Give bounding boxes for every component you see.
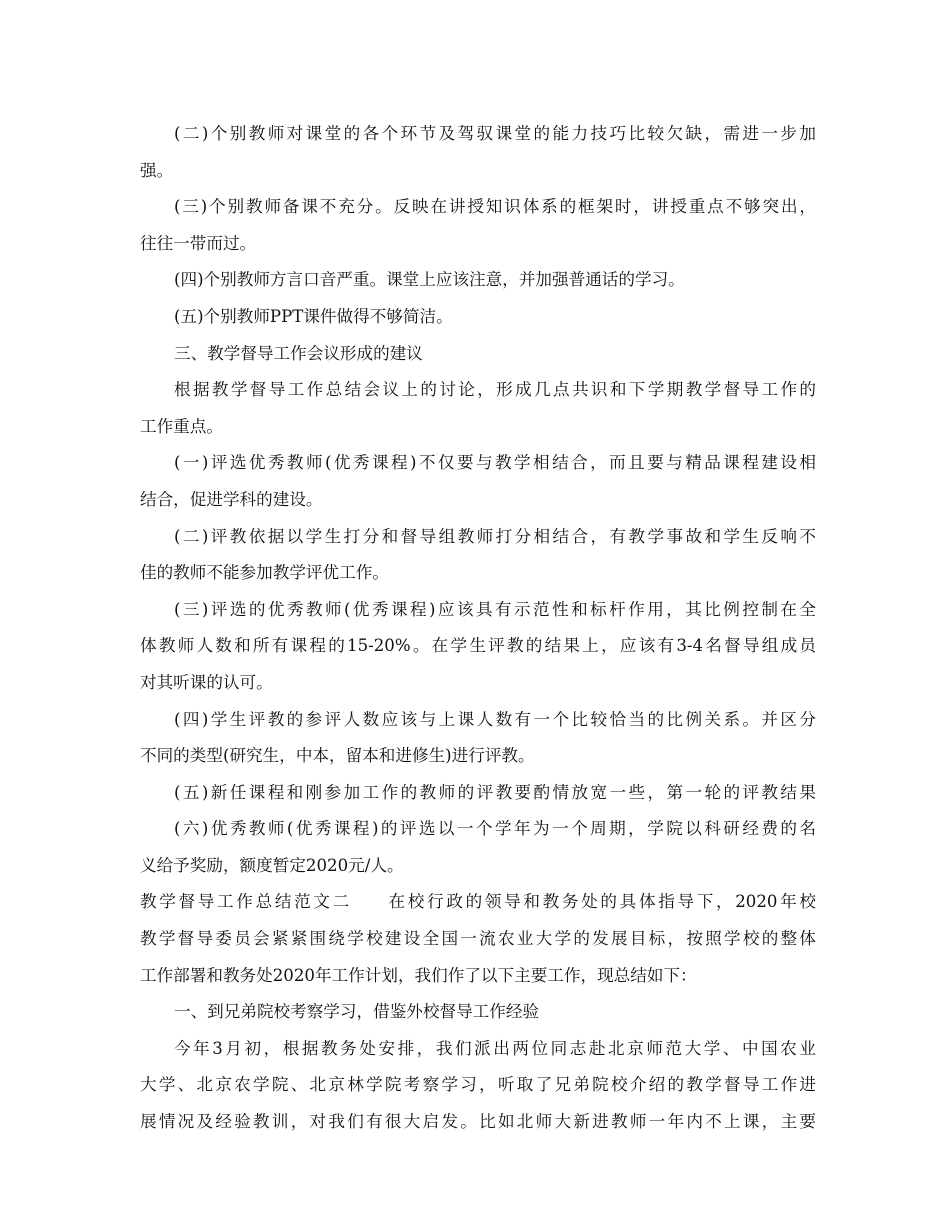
- text-line: (六)优秀教师(优秀课程)的评选以一个学年为一个周期，学院以科研经费的名: [174, 819, 816, 839]
- text-line: 强。: [140, 160, 174, 180]
- section-2-paragraphs: [140, 921, 816, 1141]
- text-line: (四)个别教师方言口音严重。课堂上应该注意，并加强普通话的学习。: [174, 270, 685, 290]
- section-2-opening-text: 在校行政的领导和教务处的具体指导下，2020年校: [385, 892, 816, 912]
- text-line: 一、到兄弟院校考察学习，借鉴外校督导工作经验: [174, 1002, 540, 1022]
- text-line: 往往一带而过。: [140, 233, 257, 253]
- text-line: 义给予奖励，额度暂定2020元/人。: [140, 855, 404, 875]
- text-line: 结合，促进学科的建设。: [140, 489, 323, 509]
- text-line: 三、教学督导工作会议形成的建议: [174, 343, 423, 363]
- text-line: 根据教学督导工作总结会议上的讨论，形成几点共识和下学期教学督导工作的: [174, 380, 816, 400]
- document-body: [140, 116, 816, 1141]
- text-line: 展情况及经验教训，对我们有很大启发。比如北师大新进教师一年内不上课，主要: [140, 1112, 816, 1132]
- section-1-paragraphs: [140, 116, 816, 884]
- text-line: (三)个别教师备课不充分。反映在讲授知识体系的框架时，讲授重点不够突出，: [174, 197, 816, 217]
- text-line: (五)新任课程和刚参加工作的教师的评教要酌情放宽一些，第一轮的评教结果: [174, 782, 816, 802]
- text-line: 体教师人数和所有课程的15-20%。在学生评教的结果上，应该有3-4名督导组成员: [140, 636, 816, 656]
- text-line: (四)学生评教的参评人数应该与上课人数有一个比较恰当的比例关系。并区分: [174, 709, 816, 729]
- text-line: 教学督导委员会紧紧围绕学校建设全国一流农业大学的发展目标，按照学校的整体: [140, 929, 816, 949]
- text-line: 工作部署和教务处2020年工作计划，我们作了以下主要工作，现总结如下：: [140, 965, 697, 985]
- text-line: 今年3月初，根据教务处安排，我们派出两位同志赴北京师范大学、中国农业: [174, 1038, 816, 1058]
- text-line: 大学、北京农学院、北京林学院考察学习，听取了兄弟院校介绍的教学督导工作进: [140, 1075, 816, 1095]
- text-line: (五)个别教师PPT课件做得不够简洁。: [174, 306, 453, 326]
- text-line: 对其听课的认可。: [140, 672, 273, 692]
- text-line: 佳的教师不能参加教学评优工作。: [140, 563, 389, 583]
- text-line: (二)评教依据以学生打分和督导组教师打分相结合，有教学事故和学生反响不: [174, 526, 816, 546]
- text-line: (三)评选的优秀教师(优秀课程)应该具有示范性和标杆作用，其比例控制在全: [174, 599, 816, 619]
- text-line: (二)个别教师对课堂的各个环节及驾驭课堂的能力技巧比较欠缺，需进一步加: [174, 124, 816, 143]
- section-2-title: 教学督导工作总结范文二: [140, 892, 352, 912]
- text-line: 工作重点。: [140, 416, 223, 436]
- text-line: (一)评选优秀教师(优秀课程)不仅要与教学相结合，而且要与精品课程建设相: [174, 453, 816, 473]
- text-line: 不同的类型(研究生，中本，留本和进修生)进行评教。: [140, 746, 535, 766]
- section-2-first-line: [140, 884, 816, 921]
